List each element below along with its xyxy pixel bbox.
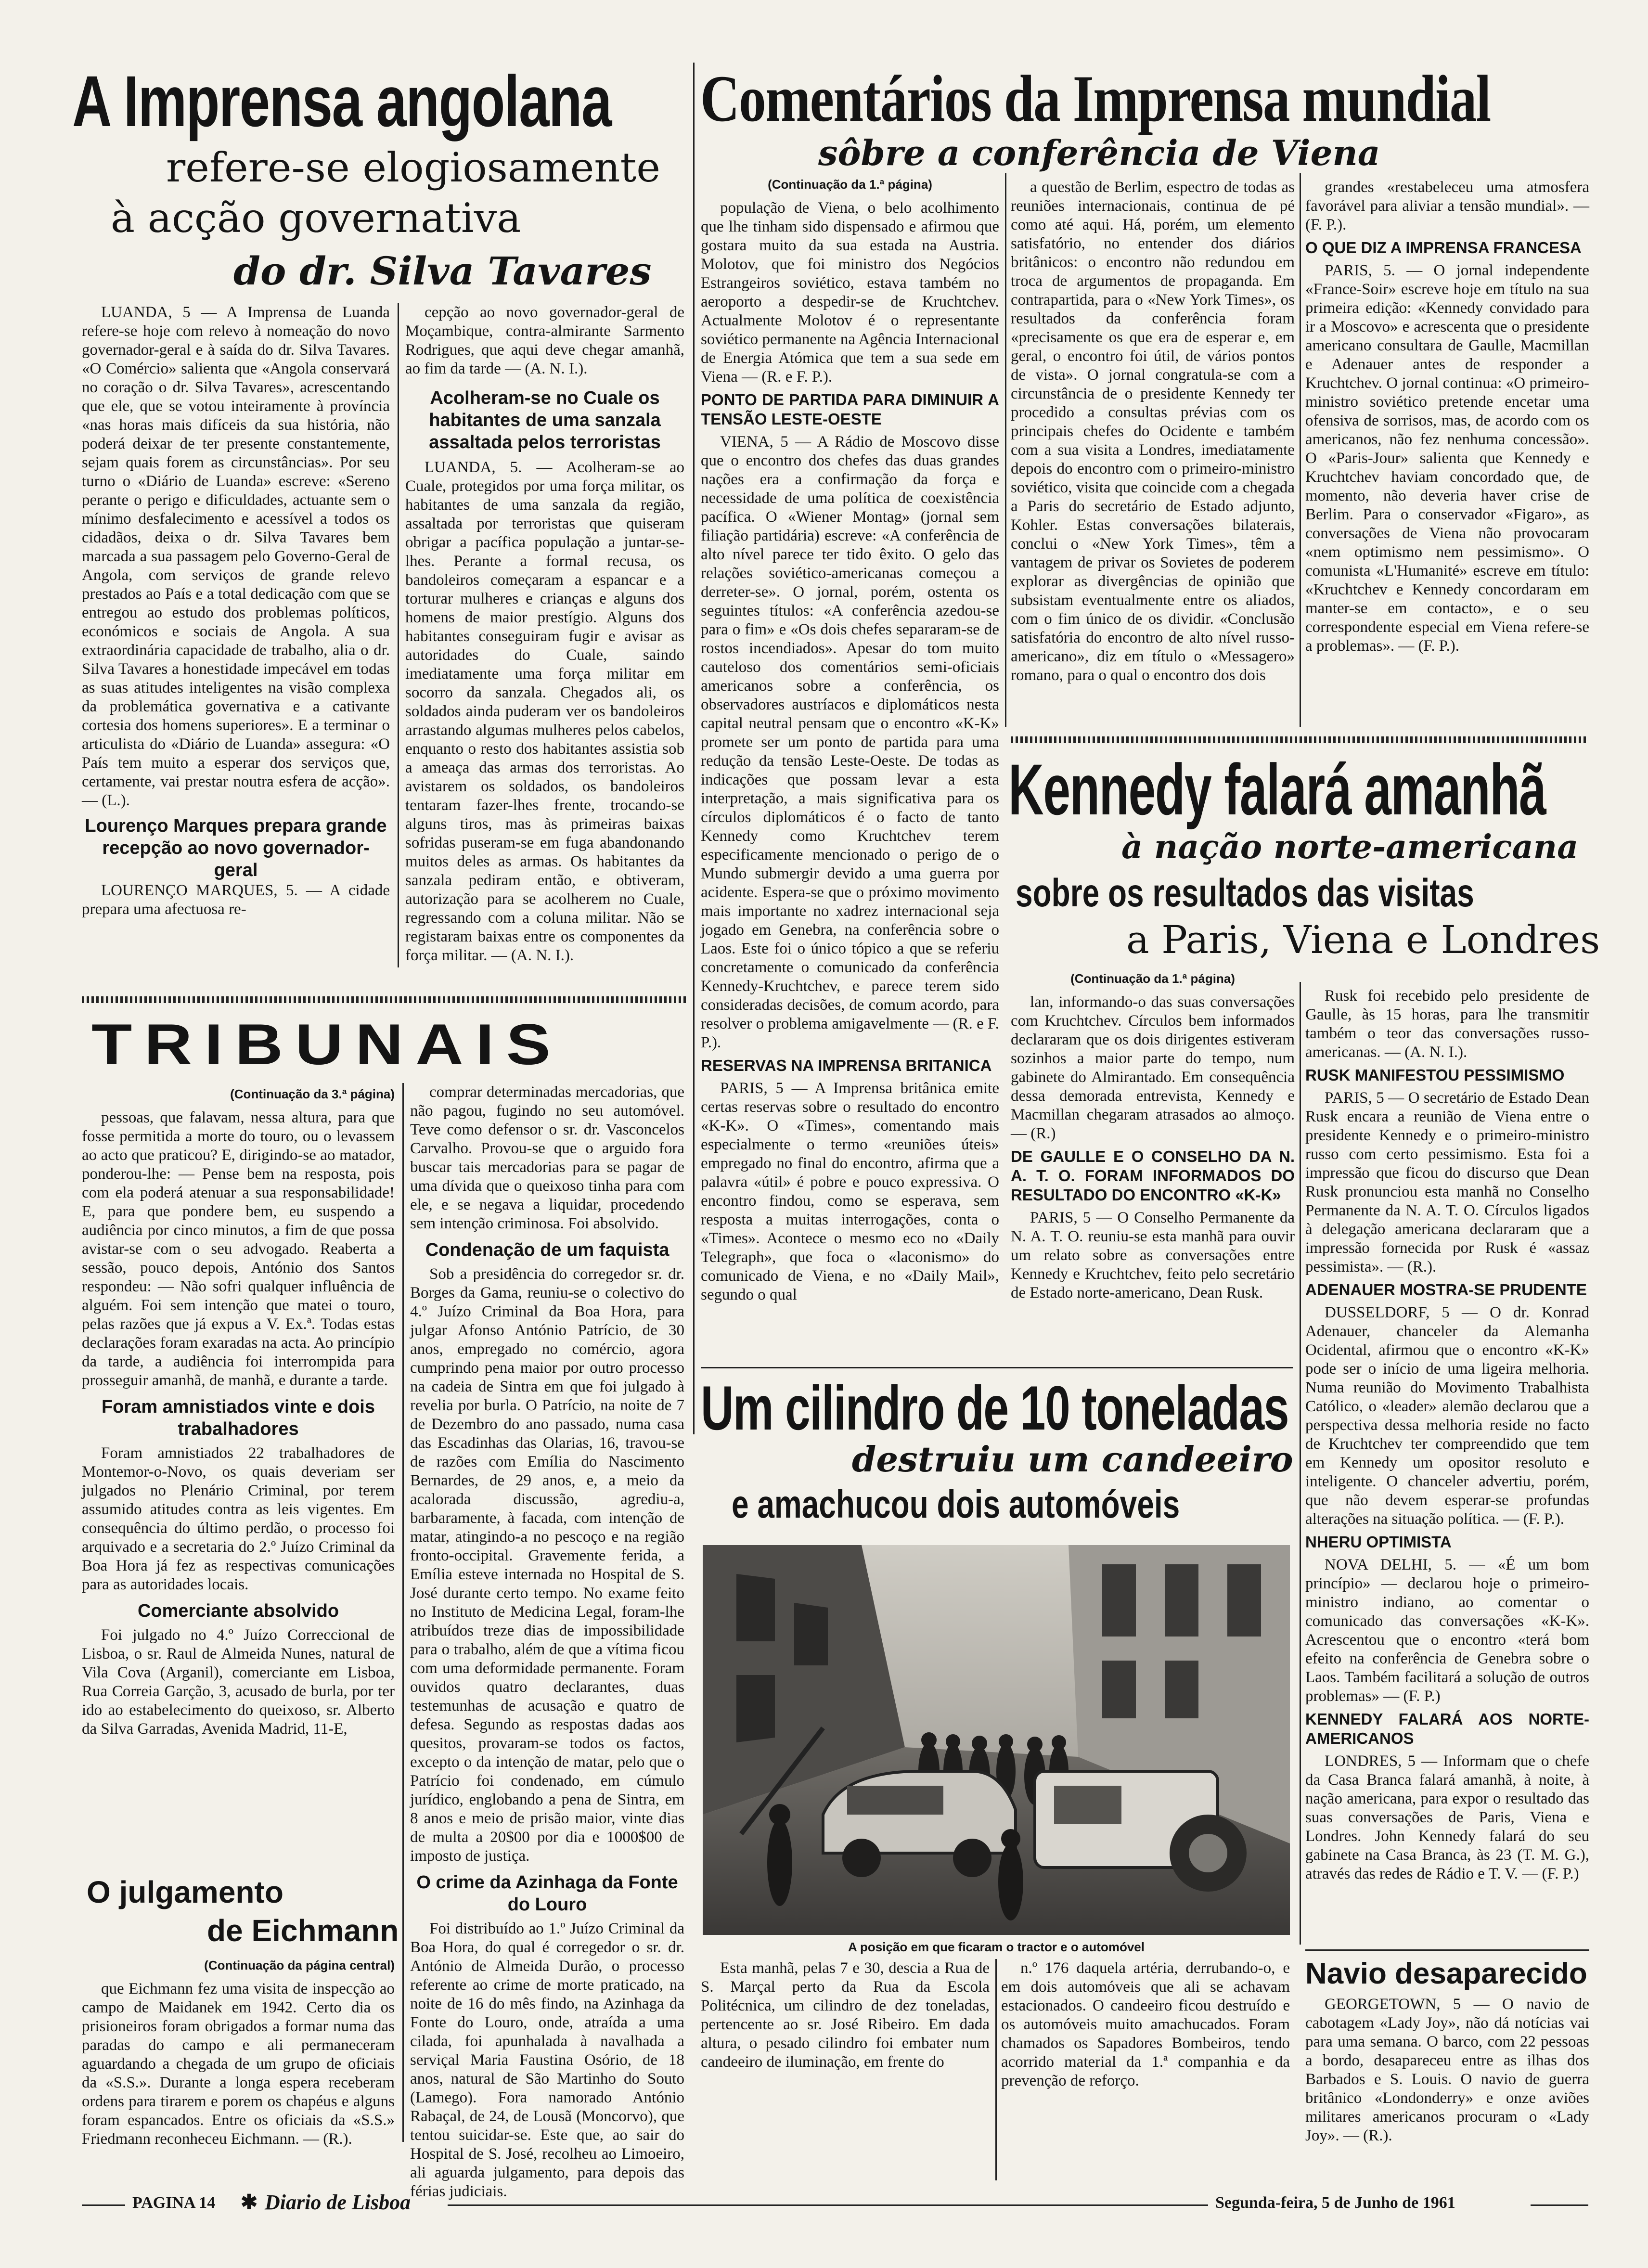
angola-headline: A Imprensa angolana (72, 61, 611, 142)
reservas-subhead: RESERVAS NA IMPRENSA BRITANICA (701, 1057, 992, 1074)
cilindro-text-1: Esta manhã, pelas 7 e 30, descia a Rua de S. Marçal perto da Rua da Escola Politécnica, um cilindro de dez toneladas, pertencente ao sr. José Ribeiro. Em dada altura, o pesado cilindro foi embater num candeeiro de iluminação, em frente do (701, 1959, 990, 2071)
mundial-col2 (1011, 178, 1295, 727)
eichmann-body (82, 1954, 395, 2180)
kennedy-text-5: DUSSELDORF, 5 — O dr. Konrad Adenauer, chanceler da Alemanha Ocidental, afirmou que o encontro «K-K» pode ser o início de uma ligeira melhoria. Numa reunião do Movimento Trabalhista Católico, o «leader» alemão declarou que a perspectiva dessa melhoria reside no facto de Kruchtchev ter compreendido que tem em Kennedy um opositor resoluto e inteligente. O chanceler advertiu, porém, que não devem esperar-se profundas alterações na situação política. — (F. P.). (1305, 1304, 1589, 1528)
masthead-name: Diario de Lisboa (265, 2191, 411, 2214)
kennedy-text-2: PARIS, 5 — O Conselho Permanente da N. A. T. O. reuniu-se esta manhã para ouvir um relato sobre as conversações entre Kennedy e Kruchtchev, feito pelo secretário de Estado norte-americano, Dean Rusk. (1011, 1209, 1295, 1302)
tribunais-col2 (410, 1083, 684, 2200)
angola-body-col1 (82, 303, 390, 967)
comerciante-subhead: Comerciante absolvido (137, 1601, 339, 1621)
angola-subhead-2: à acção governativa (111, 194, 521, 242)
mundial-text-6: PARIS, 5. — O jornal independente «France-Soir» escreve hoje em título na sua primeira edição: «Kennedy convidado para ir a Moscovo» e acrescenta que o presidente americano consultara de Gaulle, Macmillan e Adenauer antes de responder a Kruchtchev. O jornal continua: «O primeiro-ministro soviético pretende encetar uma ofensiva de sorrisos, mas, de acordo com os americanos, não fez nenhuma concessão». O «Paris-Jour» salienta que Kennedy e Kruchtchev haviam concordado que, de momento, não deveria haver crise de Berlim. Para o conservador «Figaro», as conversações de Viena não provocaram «nem optimismo nem pessimismo». O comunista «L'Humanité» escreve em título: «Kruchtchev e Kennedy concordaram em manter-se em contacto», e o seu correspondente especial em Viena refere-se a problemas». — (F. P.). (1305, 262, 1589, 655)
lm-subhead: Lourenço Marques prepara grande recepção ao novo governador-geral (85, 816, 387, 880)
cilindro-text-2: n.º 176 daquela artéria, derrubando-o, e em dois automóveis que ali se achavam estacionados. O candeeiro ficou destruído e os automóveis muito amachucados. Foram chamados os Sapadores Bombeiros, tendo acorrido material da 1.ª companhia e da prevenção de reforço. (1001, 1959, 1290, 2089)
kennedy-subhead-3: a Paris, Viena e Londres (1126, 917, 1600, 962)
tribunais-continuation: (Continuação da 3.ª página) (230, 1087, 395, 1101)
lm-text: LOURENÇO MARQUES, 5. — A cidade prepara uma afectuosa re- (82, 882, 390, 918)
kennedy-text-7: LONDRES, 5 — Informam que o chefe da Casa Branca falará amanhã, à noite, à nação americana, para expor o resultado das suas conversações de Paris, Viena e Londres. John Kennedy falará do seu gabinete na Casa Branca, às 23 (T. M. G.), através das redes de Rádio e T. V. — (F. P.) (1305, 1753, 1589, 1882)
navio-text: GEORGETOWN, 5 — O navio de cabotagem «Lady Joy», não dá notícias vai para uma semana. O barco, com 22 pessoas a bordo, desapareceu entre as ilhas dos Barbados e S. Louis. O navio de guerra britânico «Londonderry» e onze aviões militares americanos procuram o «Lady Joy». — (R.). (1305, 1996, 1589, 2144)
cuale-text: LUANDA, 5. — Acolheram-se ao Cuale, protegidos por uma força militar, os habitantes de uma sanzala da região, assaltada por terroristas que quiseram obrigar a pacífica população a juntar-se-lhes. Perante a formal recusa, os bandoleiros começaram a espancar e a torturar mulheres e crianças e alguns dos homens de maior prestígio. Alguns dos habitantes conseguiram fugir e avisar as autoridades do Cuale, saindo imediatamente uma força militar em socorro da sanzala. Chegados ali, os soldados ainda puderam ver os bandoleiros arrastando algumas mulheres pelos cabelos, enquanto o resto dos habitantes assistia sob a ameaça das armas dos terroristas. Ao avistarem os soldados, os bandoleiros tentaram fazer-lhes frente, trocando-se alguns tiros, mas às primeiras baixas sofridas puseram-se em fuga abandonando muitos deles as armas. Os habitantes da sanzala pediram então, e obtiveram, autorização para se acolherem no Cuale, regressando com a coluna militar. Não se registaram baixas entre os componentes da força militar. — (A. N. I.). (405, 459, 684, 964)
nheru-subhead: NHERU OPTIMISTA (1305, 1533, 1452, 1551)
kennedy-col-rule (1300, 982, 1301, 1945)
page-number: PAGINA 14 (132, 2194, 216, 2212)
mundial-continuation: (Continuação da 1.ª página) (768, 177, 932, 192)
angola-body-col2 (405, 303, 684, 967)
mundial-text-1: população de Viena, o belo acolhimento que lhe tinham sido dispensado e afirmou que gostara muito da sua estada na Austria. Molotov, que foi ministro dos Negócios Estrangeiros soviético, estava também no aeroporto a despedir-se de Kruchtchev. Actualmente Molotov é o representante soviético permanente na Agência Internacional de Energia Atómica que tem a sua sede em Viena — (R. e F. P.). (701, 199, 999, 386)
footer-rule-center (448, 2204, 1208, 2206)
footer-rule-left (82, 2204, 125, 2206)
cilindro-top-rule (701, 1367, 1293, 1368)
cilindro-subhead-2: e amachucou dois automóveis (732, 1482, 1180, 1526)
cilindro-col2 (1001, 1959, 1290, 2180)
kennedy-text-6: NOVA DELHI, 5. — «É um bom princípio» — declarou hoje o primeiro-ministro indiano, ao comentar o comunicado das conversações «K-K». Acrescentou que o encontro «terá bom efeito na conferência de Genebra sobre o Laos. Também facilitará a solução de outros problemas» — (F. P.) (1305, 1556, 1589, 1705)
tribunais-headline: TRIBUNAIS (91, 1012, 563, 1077)
tribunais-text-2: comprar determinadas mercadorias, que não pagou, fugindo no seu automóvel. Teve como defensor o sr. dr. Vasconcelos Carvalho. Provou-se que o arguido fora buscar tais mercadorias para se pagar de uma dívida que o queixoso tinha para com ele, e se negava a liquidar, procedendo sem intenção criminosa. Foi absolvido. (410, 1083, 684, 1232)
navio-body (1305, 1995, 1589, 2183)
kennedy-falara-subhead: KENNEDY FALARÁ AOS NORTE-AMERICANOS (1305, 1710, 1589, 1747)
kennedy-text-3: Rusk foi recebido pelo presidente de Gaulle, às 15 horas, para lhe transmitir também o teor das conversações russo-americanas. — (A. N. I.). (1305, 987, 1589, 1061)
masthead-star-icon: ✱ (241, 2191, 258, 2214)
comerciante-text: Foi julgado no 4.º Juízo Correccional de Lisboa, o sr. Raul de Almeida Nunes, natural de Vila Cova (Arganil), comerciante em Lisboa, Rua Correia Garção, 3, acusado de burla, por ter ido ao estabelecimento do queixoso, sr. Alberto da Silva Garradas, Avenida Madrid, 11-E, (82, 1626, 395, 1738)
issue-date: Segunda-feira, 5 de Junho de 1961 (1215, 2194, 1455, 2212)
kennedy-subhead-1: à nação norte-americana (1121, 828, 1579, 866)
faquista-text: Sob a presidência do corregedor sr. dr. Borges da Gama, reuniu-se o colectivo do 4.º Juízo Criminal da Boa Hora, para julgar Afonso António Patrício, de 30 anos, empregado no comércio, agora cumprindo pena maior por outro processo na cadeia de Sintra em que foi julgado à revelia por burla. O Patrício, na noite de 7 de Dezembro do ano passado, numa casa das Escadinhas das Olarias, 16, travou-se de razões com Emília do Nascimento Bernardes, de 29 anos, e, a meio da acalorada discussão, agrediu-a, barbaramente, à facada, com intenção de matar, atingindo-a no pescoço e na região fronto-occipital. Gravemente ferida, a Emília esteve internada no Hospital de S. José durante certo tempo. No exame feito no Instituto de Medicina Legal, foram-lhe atribuídos treze dias de impossibilidade para o trabalho, além de que a vítima ficou com uma deformidade permanente. Foram ouvidos quatro declarantes, duas testemunhas de acusação e quatro de defesa. Segundo as respostas dadas aos quesitos, provaram-se todos os factos, excepto o da intenção de matar, pelo que o Patrício foi condenado, em cúmulo jurídico, englobando a pena de Sintra, em 8 anos e meio de prisão maior, vinte dias de multa a 20$00 por dia e 1000$00 de imposto de justiça. (410, 1265, 684, 1865)
kennedy-col1 (1011, 967, 1295, 1357)
angola-col-rule (398, 303, 399, 967)
cilindro-col-rule (995, 1959, 997, 2180)
angola-subhead-1: refere-se elogiosamente (166, 144, 660, 191)
mundial-subhead: sôbre a conferência de Viena (818, 132, 1380, 173)
cilindro-subhead-1: destruiu um candeeiro (852, 1439, 1293, 1480)
eichmann-headline-2: de Eichmann (207, 1913, 399, 1948)
kennedy-text-4: PARIS, 5 — O secretário de Estado Dean Rusk encara a reunião de Viena entre o presidente Kennedy e o primeiro-ministro russo com certo pessimismo. Esta foi a impressão que ficou do discurso que Dean Rusk pronunciou esta manhã no Conselho Permanente da N. A. T. O. Círculos ligados à delegação americana declararam que a impressão fornecida por Rusk é «assaz pessimista». — (R.). (1305, 1089, 1589, 1276)
mundial-text-2: VIENA, 5 — A Rádio de Moscovo disse que o encontro dos chefes das duas grandes nações era a confirmação da força e necessidade de uma política de coexistência pacífica. O «Wiener Montag» (jornal sem filiação partidária) escreve: «A conferência de alto nível parece ter tido êxito. O gelo das relações soviético-americanas começou a derreter-se». O jornal, porém, ostenta os seguintes títulos: «A conferência azedou-se para o fim» e «Os dois chefes separaram-se de rostos incendiados». Apesar do tom muito cauteloso dos comentários semi-oficiais americanos sobre a conferência, os observadores austríacos e diplomáticos nesta capital neutral pensam que o encontro «K-K» promete ser um ponto de partida para uma redução da tensão Leste-Oeste. De todas as indicações que possam levar a esta interpretação, a mais significativa para os círculos diplomáticos é o facto de tanto Kennedy como Kruchtchev terem especificamente mencionado o perigo de o Mundo submergir devido a uma guerra por acidente. Espera-se que o próximo movimento mais importante no xadrez internacional seja jogado em Genebra, na conferência sobre o Laos. Este foi o único tópico a que se referiu concretamente o comunicado da conferência Kennedy-Kruchtchev, e parece terem sido consideradas decisões, de comum acordo, para resolver o problema amigavelmente — (R. e F. P.). (701, 433, 999, 1051)
imprensa-francesa-subhead: O QUE DIZ A IMPRENSA FRANCESA (1305, 239, 1582, 257)
mundial-col-rule-1 (1005, 173, 1006, 727)
mundial-headline: Comentários da Imprensa mundial (700, 62, 1491, 135)
cilindro-col1 (701, 1959, 990, 2180)
mundial-col3 (1305, 178, 1589, 727)
mundial-text-3: PARIS, 5 — A Imprensa britânica emite certas reservas sobre o resultado do encontro «K-K». O «Times», comentando mais especialmente o termo «reuniões úteis» empregado no final do encontro, afirma que a palavra «útil» é pobre e pouco expressiva. O encontro findou, como se esperava, sem resposta a muitas interrogações, conta o «Times». Acontece o mesmo eco no «Daily Telegraph», que foca o «laconismo» do comunicado de Viena, e no «Daily Mail», segundo o qual (701, 1080, 999, 1303)
eichmann-text: que Eichmann fez uma visita de inspecção ao campo de Maidanek em 1942. Certo dia os prisioneiros foram obrigados a formar numa das paradas do campo e ali permaneceram aguardando a chegada de um grupo de oficiais da «S.S.». Durante a longa espera receberam ordens para tirarem e porem os chapéus e alguns foram espancados. Entre os oficiais da «S.S.» Friedmann reconheceu Eichmann. — (R.). (82, 1980, 395, 2148)
navio-top-rule (1305, 1949, 1589, 1951)
cuale-subhead: Acolheram-se no Cuale os habitantes de uma sanzala assaltada pelos terroristas (429, 388, 661, 452)
eichmann-continuation: (Continuação da página central) (204, 1958, 395, 1972)
kennedy-text-1: lan, informando-o das suas conversações com Kruchtchev. Círculos bem informados declararam que os dois dirigentes estiveram sozinhos a maior parte do tempo, num gabinete do Almirantado. Em consequência dessa demorada entrevista, Kennedy e Macmillan chegaram atrasados ao almoço. — (R.) (1011, 993, 1295, 1142)
mundial-col-rule-2 (1300, 173, 1301, 727)
navio-headline: Navio desaparecido (1305, 1957, 1587, 1990)
amnistia-subhead: Foram amnistiados vinte e dois trabalhadores (101, 1397, 375, 1439)
mundial-text-5: grandes «restabeleceu uma atmosfera favorável para aliviar a tensão mundial». — (F. P.). (1305, 179, 1589, 233)
rusk-subhead: RUSK MANIFESTOU PESSIMISMO (1305, 1066, 1565, 1084)
cilindro-headline: Um cilindro de 10 toneladas (701, 1373, 1288, 1443)
kennedy-col2 (1305, 987, 1589, 1945)
eichmann-headline-1: O julgamento (87, 1875, 283, 1909)
adenauer-subhead: ADENAUER MOSTRA-SE PRUDENTE (1305, 1281, 1587, 1299)
kennedy-continuation: (Continuação da 1.ª página) (1070, 971, 1235, 986)
street-accident-photo (703, 1545, 1290, 1935)
kennedy-subhead-2: sobre os resultados das visitas (1016, 871, 1474, 915)
photo-caption: A posição em que ficaram o tractor e o automóvel (848, 1940, 1145, 1954)
amnistia-text: Foram amnistiados 22 trabalhadores de Montemor-o-Novo, os quais deveriam ser julgados no Plenário Criminal, por terem assumido atitudes contra as leis vigentes. Em consequência do último perdão, o processo foi arquivado e a secretaria do 2.º Juízo Criminal da Boa Hora já fez as respectivas comunicações para as autoridades locais. (82, 1444, 395, 1593)
ponto-de-partida-subhead: PONTO DE PARTIDA PARA DIMINUIR A TENSÃO LESTE-OESTE (701, 391, 999, 428)
mundial-text-4: a questão de Berlim, espectro de todas as reuniões internacionais, continua de pé como até aqui. Há, porém, um elemento satisfatório, no entender dos diários britânicos: o encontro não redundou em troca de argumentos de propaganda. Em contrapartida, para o «New York Times», os resultados da conferência foram «precisamente os que era de esperar e, em geral, o encontro foi útil, de vários pontos de vista». O jornal congratula-se com a circunstância de o presidente Kennedy ter procedido a consultas prévias com os principais chefes do Ocidente e também com a sua visita a Londres, imediatamente depois do encontro com o primeiro-ministro soviético, visita que coincide com a chegada a Paris do secretário de Estado adjunto, Kohler. Estas conversações bilaterais, conclui o «New York Times», têm a vantagem de privar os Sovietes de poderem explorar as divergências de opinião que subsistam eventualmente entre os aliados, com o fim único de os dividir. «Conclusão satisfatória do encontro de alto nível russo-americano», diz em título o «Messagero» romano, para o qual o encontro dos dois (1011, 179, 1295, 684)
section-divider-left (82, 996, 686, 1003)
faquista-subhead: Condenação de um faquista (425, 1240, 670, 1260)
de-gaulle-subhead: DE GAULLE E O CONSELHO DA N. A. T. O. FORAM INFORMADOS DO RESULTADO DO ENCONTRO «K-K» (1011, 1147, 1295, 1204)
mundial-col1 (701, 173, 999, 1353)
angola-col2-lead: cepção ao novo governador-geral de Moçambique, contra-almirante Sarmento Rodrigues, que aqui deve chegar amanhã, ao fim da tarde — (A. N. I.). (405, 304, 684, 377)
tribunais-col-rule (402, 1083, 404, 2142)
tribunais-col1 (82, 1083, 395, 1863)
footer-rule-right (1531, 2204, 1588, 2206)
azinhaga-text: Foi distribuído ao 1.º Juízo Criminal da Boa Hora, do qual é corregedor o sr. dr. António de Almeida Durão, o processo referente ao crime de morte praticado, na noite de 16 do mês findo, na Azinhaga da Fonte do Louro, onde, atraída a uma cilada, foi apunhalada à navalhada a serviçal Maria Faustina Osório, de 18 anos, natural de São Martinho do Souto (Lamego). Fora namorado António Rabaçal, de 24, de Lousã (Moncorvo), que tentou suicidar-se. Este que, ao sair do Hospital de S. José, recolheu ao Limoeiro, ali aguarda julgamento, para depois das férias judiciais. (410, 1920, 684, 2200)
page-center-rule (693, 63, 695, 1434)
angola-text: LUANDA, 5 — A Imprensa de Luanda refere-se hoje com relevo à nomeação do novo governador-geral e à saída do dr. Silva Tavares. «O Comércio» salienta que «Angola conservará no coração o dr. Silva Tavares», acrescentando que ele, que se votou inteiramente à província «nas horas mais difíceis da sua história, não poderá deixar de ter presente constantemente, sejam quais forem as circunstâncias». Por seu turno o «Diário de Luanda» escreve: «Sereno perante o perigo e dificuldades, actuante sem o mínimo desfalecimento e acessível a todos os cidadãos, deixa o dr. Silva Tavares bem marcada a sua passagem pelo Governo-Geral de Angola, com serviços de grande relevo prestados ao País e a total dedicação com que se entregou ao estudo dos problemas políticos, económicos e sociais de Angola. A sua extraordinária capacidade de trabalho, alia o dr. Silva Tavares a honestidade impecável em todas as suas atitudes inteligentes na visão complexa da problemática governativa e a cativante cortesia dos homens superiores». E a terminar o articulista do «Diário de Luanda» assegura: «O País tem muito a esperar dos serviços que, certamente, vai prestar noutra esfera de acção». — (L.). (82, 304, 390, 809)
section-divider-right (1011, 736, 1588, 743)
azinhaga-subhead: O crime da Azinhaga da Fonte do Louro (416, 1872, 678, 1915)
angola-subhead-3: do dr. Silva Tavares (233, 248, 652, 294)
tribunais-text-1: pessoas, que falavam, nessa altura, para que fosse permitida a morte do touro, ou o levassem ao acto que praticou? E, dirigindo-se ao matador, ponderou-lhe: — Pense bem na resposta, pois com ela poderá atenuar a sua responsabilidade! E, para que ponderе bem, eu suspendo a audiência por cinco minutos, a fim de que possa avistar-se com o seu advogado. Reaberta a sessão, pouco depois, António dos Santos respondeu: — Não sofri qualquer influência de alguém. Foi sem intenção que matei o touro, pelas razões que já expus a V. Ex.ª. Todas estas declarações foram exaradas na acta. Ao princípio da tarde, a audiência foi interrompida para prosseguir amanhã, de manhã, e durante a tarde. (82, 1109, 395, 1389)
kennedy-headline: Kennedy falará amanhã (1008, 749, 1546, 830)
